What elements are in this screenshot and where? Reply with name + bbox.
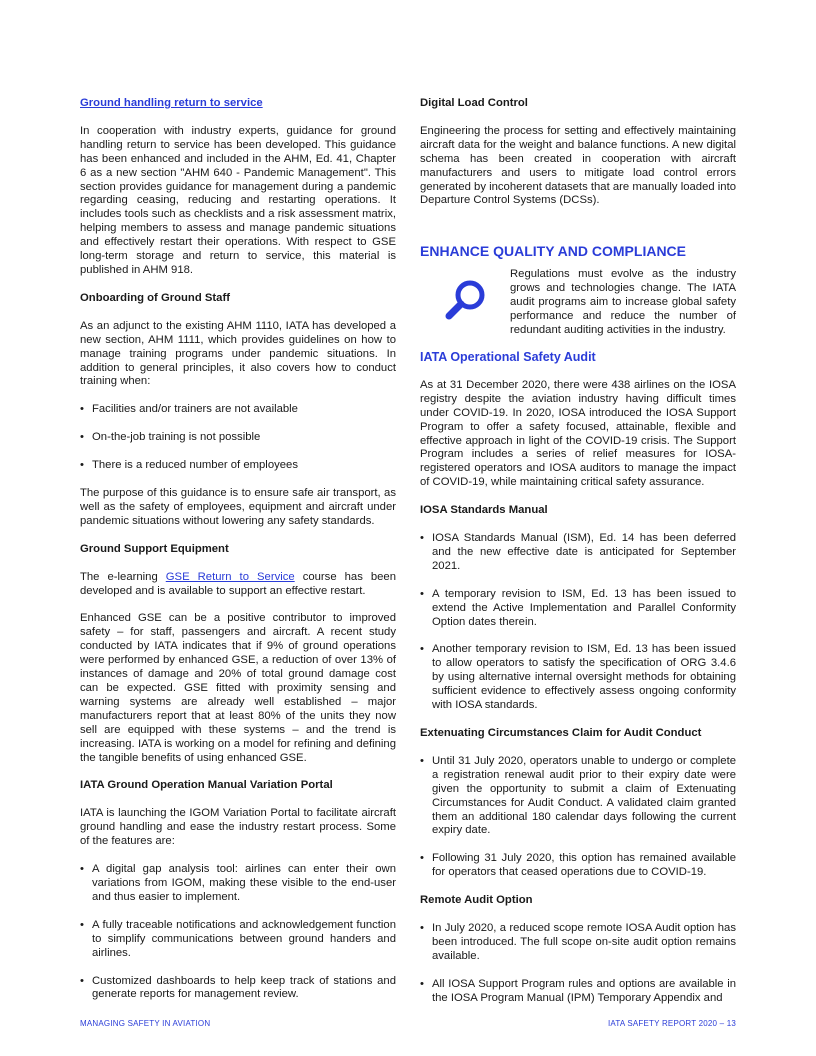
onboarding-paragraph: As an adjunct to the existing AHM 1110, IATA has developed a new section, AHM 1111, which provides guidelines on how to manage training programs under pandemic situations. In addition to general principles, it also covers how to conduct training when: — [80, 319, 396, 388]
iosa-heading: IATA Operational Safety Audit — [420, 349, 596, 364]
quality-intro — [420, 268, 736, 338]
list-item: • A fully traceable notifications and acknowledgement function to simplify communications between ground handers and airlines. — [80, 918, 396, 959]
list-item: • On-the-job training is not possible — [80, 431, 261, 444]
list-item: • Until 31 July 2020, operators unable to undergo or complete a registration renewal audit prior to their expiry date were given the opportunity to submit a claim of Extenuating Circumstances for Audit Conduct. A validated claim granted them an additional 180 calendar days following the current expiry date. — [420, 754, 736, 837]
iosa-paragraph: As at 31 December 2020, there were 438 airlines on the IOSA registry despite the aviation industry having difficult times under COVID-19. In 2020, IOSA introduced the IOSA Support Program to offer a safety focused, attainable, flexible and effective approach in light of the COVID-19 crisis. The Support Program includes a series of relief measures for IOSA-registered operators and IOSA auditors to manage the impact of COVID-19, while maintaining critical safety assurance. — [420, 378, 736, 489]
list-item: • All IOSA Support Program rules and options are available in the IOSA Program Manual (IPM) Temporary Appendix and — [420, 977, 736, 1004]
list-item: • A digital gap analysis tool: airlines can enter their own variations from IGOM, making these visible to the end-user and thus easier to implement. — [80, 863, 396, 903]
digital-load-control-paragraph: Engineering the process for setting and effectively maintaining aircraft data for the weight and balance functions. A new digital schema has been created in cooperation with aircraft manufacturers and users to mitigate load control errors generated by incoherent datasets that are manually loaded into Departure Control Systems (DCSs). — [420, 124, 736, 207]
onboarding-purpose-paragraph: The purpose of this guidance is to ensure safe air transport, as well as the safety of employees, equipment and aircraft under pandemic situations without lowering any safety standards. — [80, 487, 396, 527]
list-item: • A temporary revision to ISM, Ed. 13 has been issued to extend the Active Implementation and Parallel Conformity Option dates therein. — [420, 587, 736, 628]
ground-handling-paragraph: In cooperation with industry experts, guidance for ground handling return to service has been developed. This guidance has been enhanced and included in the AHM, Ed. 41, Chapter 6 as a new section "AHM 640 - Pandemic Management". This section provides guidance for management during a pandemic regarding ceasing, reducing and restarting operations. It includes tools such as checklists and a risk assessment matrix, helping members to assess and manage pandemic situations and effectively restart their operations. With respect to GSE long-term storage and return to service, this material is published in AHM 918. — [80, 124, 396, 276]
gse-elearning-paragraph: The e-learning GSE Return to Service course has been developed and is available to support an effective restart. — [80, 570, 396, 597]
footer-section-title: MANAGING SAFETY IN AVIATION — [80, 1019, 211, 1028]
list-item: • There is a reduced number of employees — [80, 459, 298, 472]
list-item: • Following 31 July 2020, this option has remained available for operators that ceased operations due to COVID-19. — [420, 852, 736, 879]
list-item: • Customized dashboards to help keep track of stations and generate reports for management review. — [80, 974, 396, 1001]
enhance-quality-heading: ENHANCE QUALITY AND COMPLIANCE — [420, 243, 687, 260]
onboarding-list — [80, 403, 396, 473]
digital-load-control-heading: Digital Load Control — [420, 97, 528, 109]
onboarding-heading: Onboarding of Ground Staff — [80, 291, 230, 304]
ism-list — [420, 532, 736, 713]
igom-list — [80, 863, 396, 1002]
igom-paragraph: IATA is launching the IGOM Variation Portal to facilitate aircraft ground handling and ease the industry restart process. Some of the features are: — [80, 807, 396, 848]
gse-enhanced-paragraph: Enhanced GSE can be a positive contributor to improved safety – for staff, passengers and aircraft. A recent study conducted by IATA indicates that if 9% of ground operations were performed by enhanced GSE, a reduction of over 13% of instances of damage and 20% of total ground damage cost can be expected. GSE fitted with proximity sensing and warning systems are already well established – major manufacturers report that at least 80% of the units they now sell are equipped with these systems – and the trend is increasing. IATA is working on a model for refining and defining the tangible benefits of using enhanced GSE. — [80, 612, 396, 764]
list-item: • Another temporary revision to ISM, Ed. 13 has been issued to allow operators to satisfy the specification of ORG 3.4.6 by using alternative internal oversight methods for obtaining sufficient evidence to effectively assess ongoing conformity with IOSA standards. — [420, 643, 736, 712]
list-item: • IOSA Standards Manual (ISM), Ed. 14 has been deferred and the new effective date is anticipated for September 2021. — [420, 532, 736, 572]
gse-return-to-service-link[interactable]: GSE Return to Service — [165, 570, 295, 583]
remote-audit-list — [420, 922, 736, 1006]
quality-intro-text: Regulations must evolve as the industry grows and technologies change. The IATA audit programs aim to increase global safety performance and reduce the number of redundant auditing activities in the industry. — [510, 268, 736, 336]
footer-page-number: IATA SAFETY REPORT 2020 – 13 — [607, 1019, 736, 1028]
magnifying-glass-icon — [420, 268, 510, 338]
gse-heading: Ground Support Equipment — [80, 542, 229, 555]
remote-audit-heading: Remote Audit Option — [420, 894, 533, 907]
ground-handling-link[interactable]: Ground handling return to service — [80, 97, 263, 109]
right-column — [420, 97, 736, 1020]
left-column — [80, 97, 396, 1016]
list-item: • In July 2020, a reduced scope remote IOSA Audit option has been introduced. The full scope on-site audit option remains available. — [420, 922, 736, 962]
ism-heading: IOSA Standards Manual — [420, 504, 548, 517]
list-item: • Facilities and/or trainers are not available — [80, 403, 298, 416]
ecc-heading: Extenuating Circumstances Claim for Audit Conduct — [420, 727, 702, 739]
ecc-list — [420, 755, 736, 880]
igom-heading: IATA Ground Operation Manual Variation Portal — [80, 779, 333, 792]
